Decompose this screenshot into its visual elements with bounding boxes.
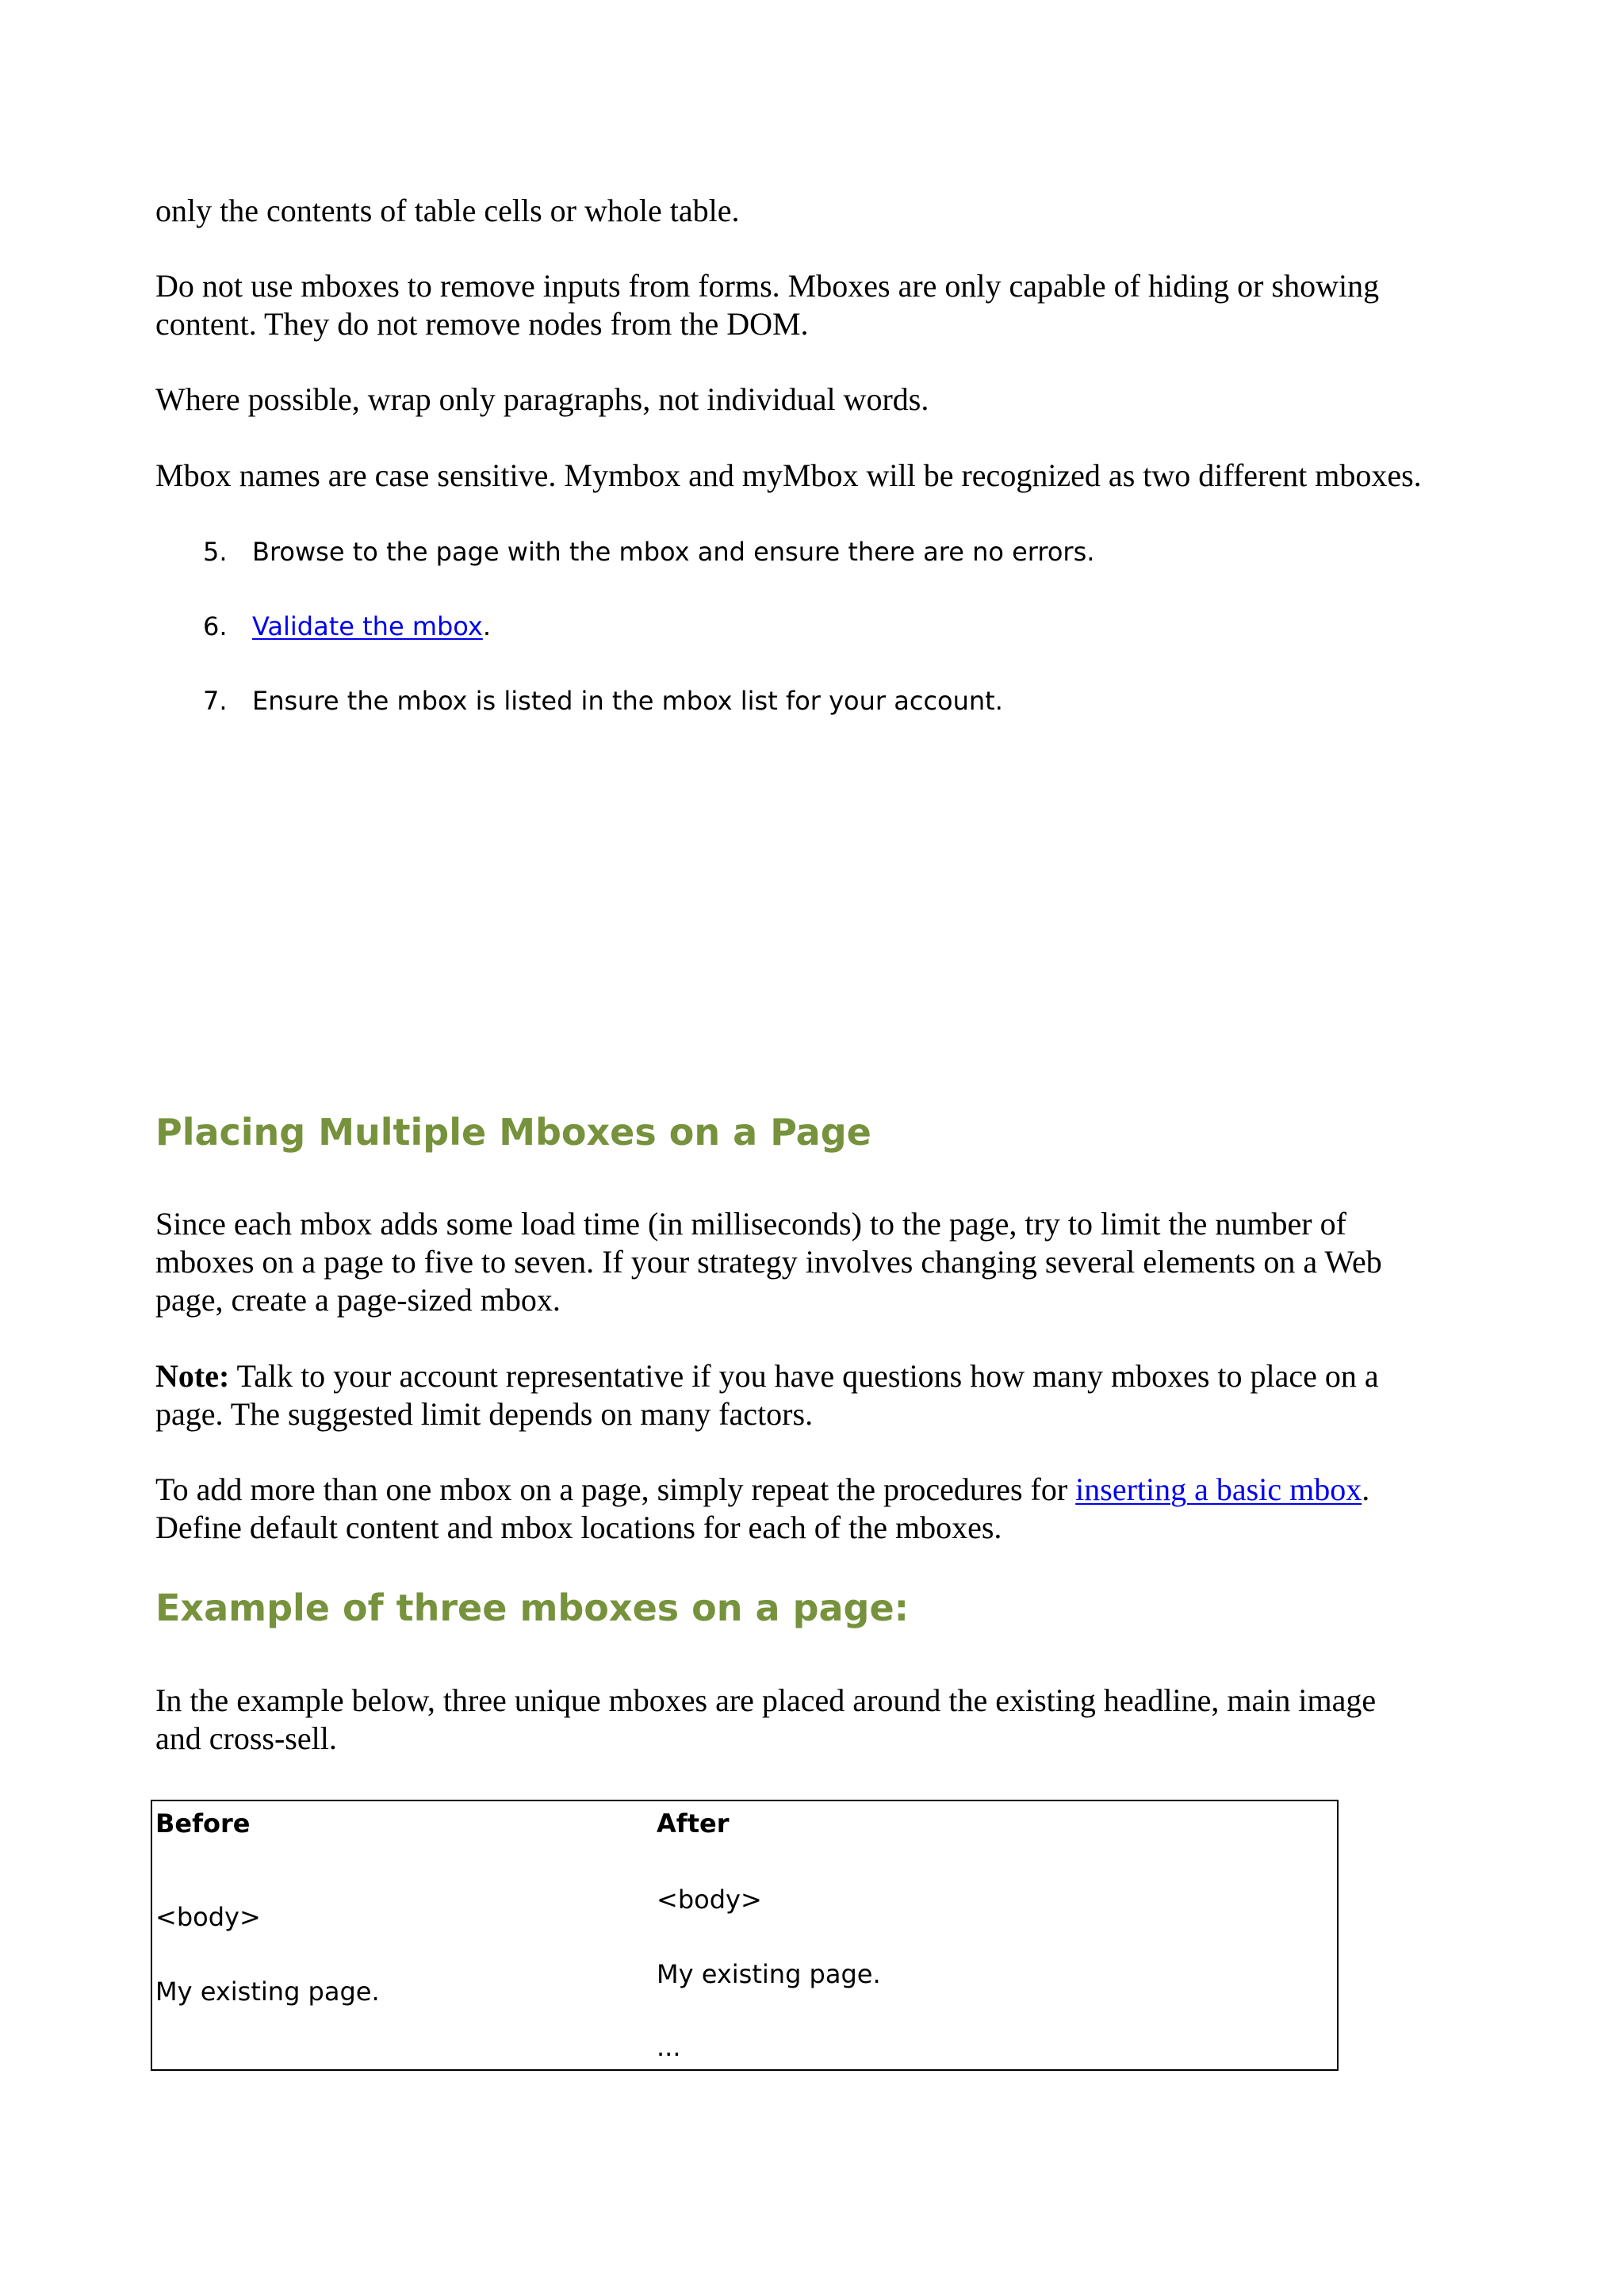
after-body-tag: <body> [657,1885,762,1915]
note-line-1 [155,1357,1503,1395]
note-text: Talk to your account representative if you have questions how many mboxes to place on a [229,1358,1379,1394]
intro-inputs-line-2: content. They do not remove nodes from the DOM. [155,306,809,342]
intro-wrap-paragraph: Where possible, wrap only paragraphs, not individual words. [155,381,929,417]
section-heading-multiple-mboxes: Placing Multiple Mboxes on a Page [155,1111,871,1154]
add-mbox-line-2: Define default content and mbox locations for each of the mboxes. [155,1510,1002,1545]
before-existing-page: My existing page. [155,1976,380,2007]
add-mbox-line-1 [155,1471,1503,1509]
example-paragraph [155,1682,1503,1758]
list-item [0,685,1624,717]
add-mbox-period: . [1362,1471,1370,1507]
list-item-text: Ensure the mbox is listed in the mbox list for your account. [252,686,1003,716]
add-mbox-text: To add more than one mbox on a page, simply repeat the procedures for [155,1471,1076,1507]
list-item [0,536,1624,568]
list-item-number: 6. [203,611,228,641]
table-header-before: Before [155,1808,251,1839]
before-after-table [151,1800,1339,2071]
list-item-suffix: . [482,611,491,641]
list-item [0,610,1624,642]
inserting-basic-mbox-link[interactable]: inserting a basic mbox [1075,1471,1362,1507]
list-item-text: Browse to the page with the mbox and ensure there are no errors. [252,537,1095,567]
before-body-tag: <body> [155,1902,261,1932]
load-time-line-1: Since each mbox adds some load time (in milliseconds) to the page, try to limit the number of [155,1206,1346,1242]
after-existing-page: My existing page. [657,1959,881,1989]
list-item-number: 5. [203,537,228,567]
intro-case-paragraph: Mbox names are case sensitive. Mymbox and myMbox will be recognized as two different mboxes. [155,457,1422,493]
load-time-line-2: mboxes on a page to five to seven. If your strategy involves changing several elements on a Web [155,1244,1382,1280]
section-heading-example: Example of three mboxes on a page: [155,1586,910,1629]
intro-inputs-paragraph [155,267,1503,343]
table-header-after: After [657,1808,730,1839]
list-item-number: 7. [203,686,228,716]
intro-inputs-line-1: Do not use mboxes to remove inputs from forms. Mboxes are only capable of hiding or showing [155,268,1380,304]
note-line-2: page. The suggested limit depends on many factors. [155,1396,814,1432]
load-time-paragraph [155,1205,1503,1319]
add-mbox-paragraph [155,1471,1503,1547]
note-paragraph [155,1357,1503,1433]
validate-mbox-link[interactable]: Validate the mbox [252,611,483,641]
example-line-1: In the example below, three unique mboxes are placed around the existing headline, main image [155,1682,1377,1718]
after-ellipsis: ... [657,2032,681,2062]
intro-table-line: only the contents of table cells or whole table. [155,193,740,228]
list-item-text [252,610,1442,642]
example-line-2: and cross-sell. [155,1720,337,1756]
load-time-line-3: page, create a page-sized mbox. [155,1282,561,1318]
note-label: Note: [155,1358,230,1394]
